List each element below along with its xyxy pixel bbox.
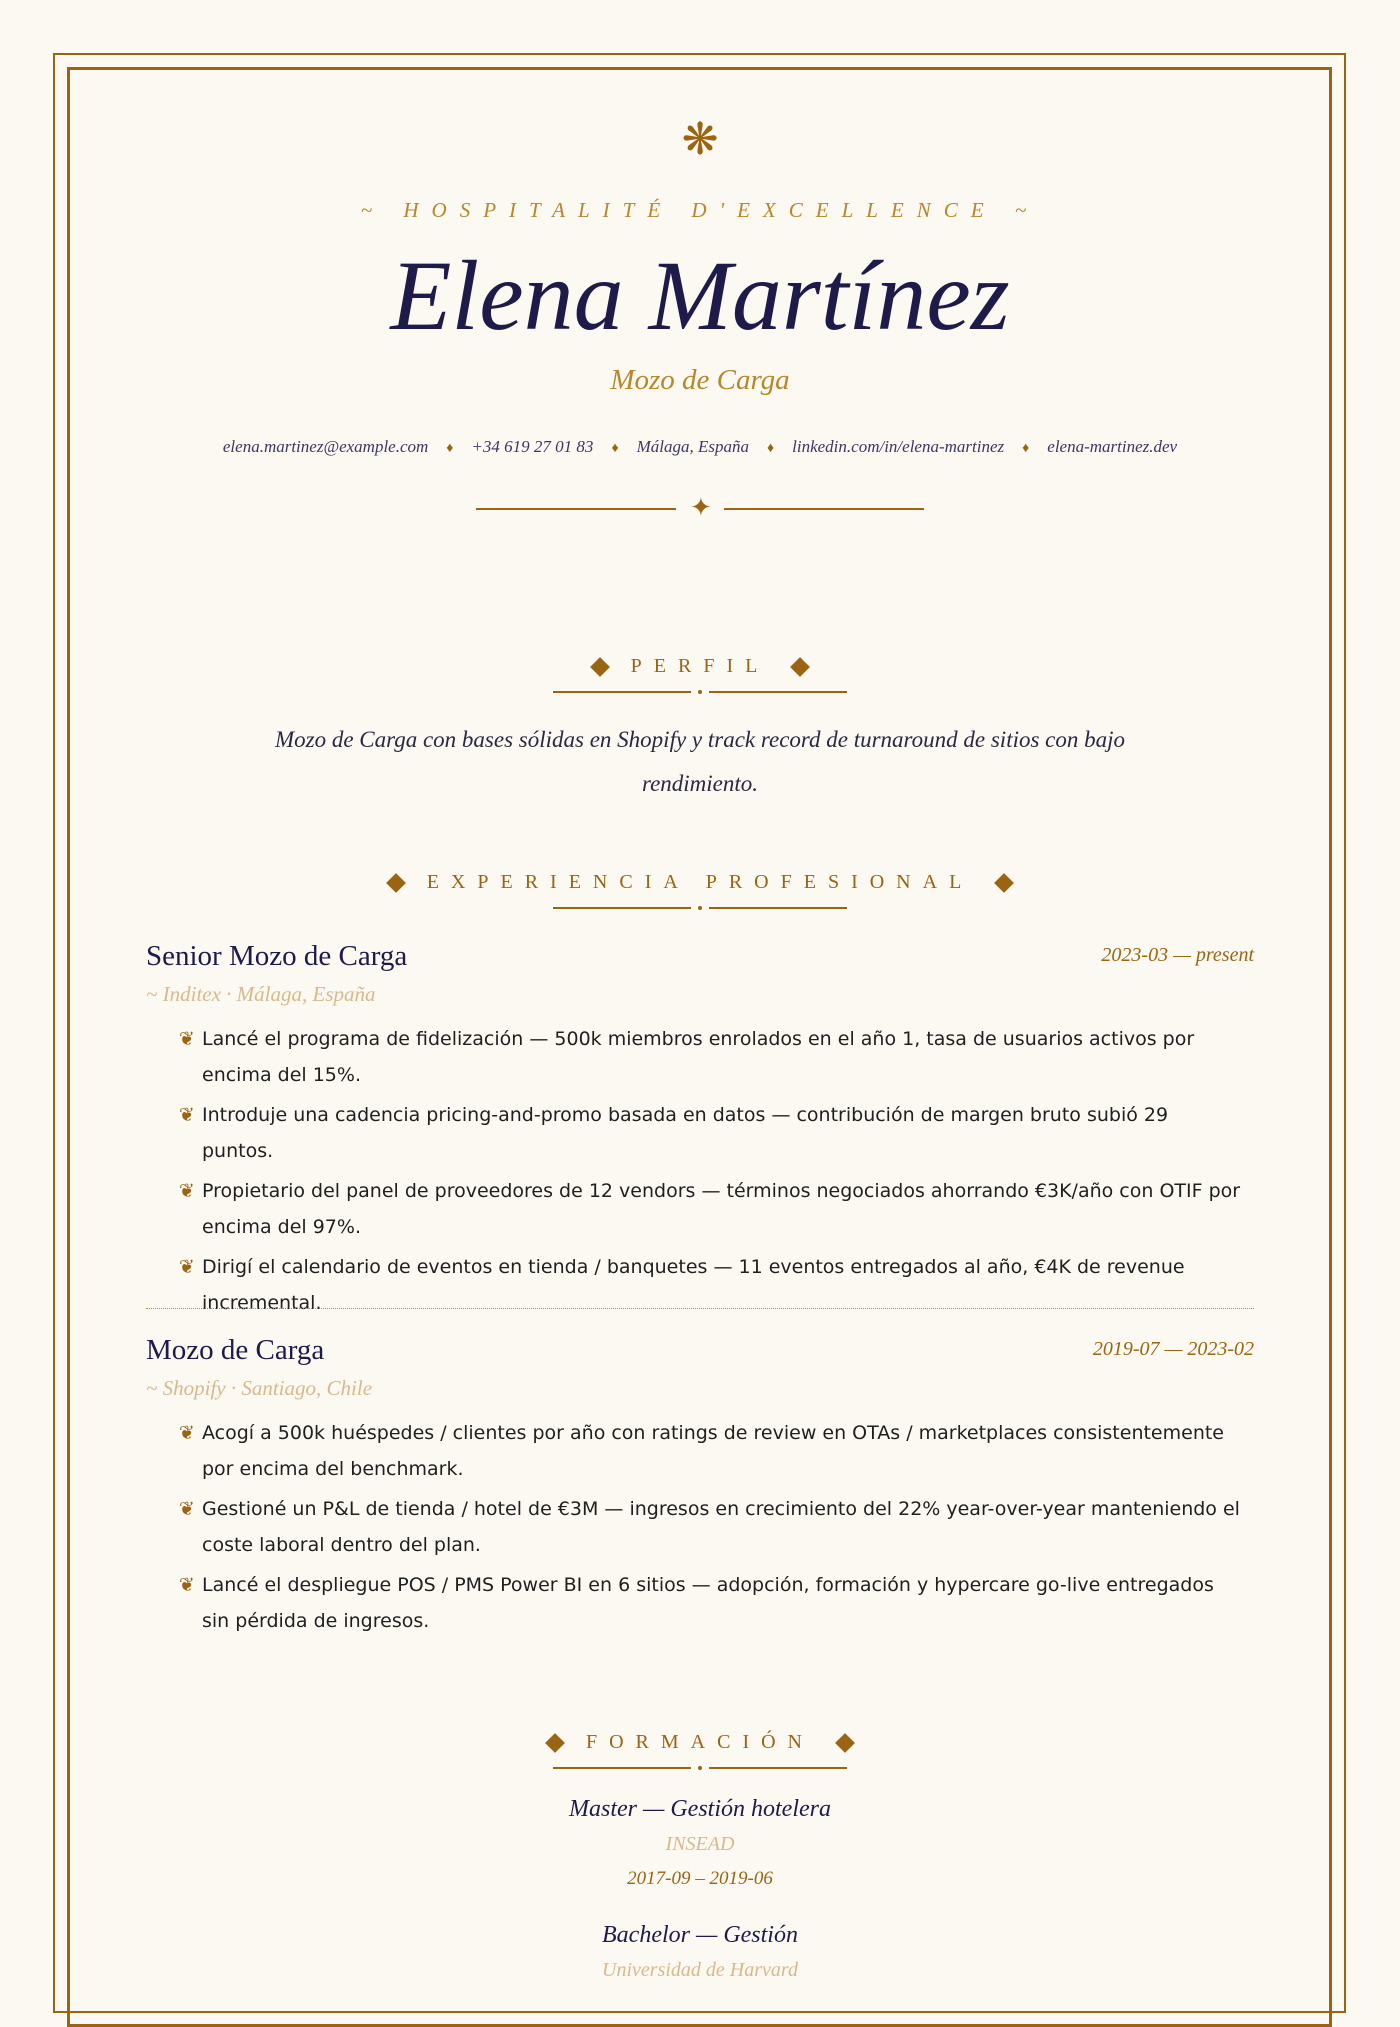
section-underline (553, 904, 847, 912)
leaf-bullet-icon: ❦ (179, 1422, 195, 1444)
education-institution: INSEAD (665, 1833, 735, 1855)
job-title: Mozo de Carga (146, 1334, 325, 1366)
job-dates: 2019-07 — 2023-02 (1092, 1338, 1254, 1360)
list-item: ❦ Acogí a 500k huéspedes / clientes por año con ratings de review en OTAs / marketplaces consistentemente por encima del benchmark. (146, 1415, 1254, 1487)
job-dates: 2023-03 — present (1101, 944, 1254, 966)
tagline: ~ HOSPITALITÉ D'EXCELLENCE ~ (360, 198, 1040, 222)
job-bullets (146, 1021, 1254, 1321)
education-entry (146, 1922, 1254, 1982)
profile-summary: Mozo de Carga con bases sólidas en Shopify y track record de turnaround de sitios con bajo rendimiento. (274, 727, 1126, 796)
section-header-experience (146, 871, 1254, 912)
contact-line (146, 437, 1254, 457)
diamond-separator-icon: ♦ (766, 441, 775, 456)
diamond-separator-icon: ♦ (1022, 441, 1030, 456)
diamond-icon (386, 873, 406, 893)
section-title: PERFIL (630, 655, 770, 677)
contact-phone[interactable]: +34 619 27 01 83 (471, 437, 594, 456)
diamond-icon (545, 1733, 565, 1753)
leaf-bullet-icon: ❦ (179, 1574, 195, 1596)
diamond-separator-icon: ♦ (446, 441, 454, 456)
section-underline (553, 688, 847, 696)
resume (146, 0, 1254, 1980)
job-entry (146, 938, 1254, 1325)
education-dates: 2017-09 – 2019-06 (627, 1868, 773, 1889)
contact-location: Málaga, España (636, 437, 749, 456)
section-header-education (146, 1731, 1254, 1772)
contact-website[interactable]: elena-martinez.dev (1047, 437, 1178, 456)
job-entry (146, 1332, 1254, 1643)
header-divider (146, 494, 1254, 524)
section-title: FORMACIÓN (585, 1731, 815, 1753)
candidate-name: Elena Martínez (390, 240, 1010, 351)
leaf-bullet-icon: ❦ (179, 1180, 195, 1202)
education-degree: Master — Gestión hotelera (569, 1796, 831, 1822)
section-underline (553, 1764, 847, 1772)
section-title: EXPERIENCIA PROFESIONAL (426, 871, 974, 893)
diamond-icon (835, 1733, 855, 1753)
divider-line-right (724, 508, 924, 510)
flower-ornament-icon: ❋ (681, 115, 719, 164)
leaf-bullet-icon: ❦ (179, 1256, 195, 1278)
education-entry (146, 1796, 1254, 1890)
education-degree: Bachelor — Gestión (602, 1922, 798, 1948)
star-ornament-icon: ✦ (690, 493, 712, 522)
list-item: ❦ Dirigí el calendario de eventos en tienda / banquetes — 11 eventos entregados al año, €4K de revenue incremental. (146, 1249, 1254, 1321)
job-bullets (146, 1415, 1254, 1639)
contact-linkedin[interactable]: linkedin.com/in/elena-martinez (792, 437, 1005, 456)
education-institution: Universidad de Harvard (602, 1959, 798, 1981)
list-item: ❦ Introduje una cadencia pricing-and-promo basada en datos — contribución de margen bruto subió 29 puntos. (146, 1097, 1254, 1169)
list-item: ❦ Gestioné un P&L de tienda / hotel de €3M — ingresos en crecimiento del 22% year-over-year manteniendo el coste laboral dentro del plan. (146, 1491, 1254, 1563)
job-title: Senior Mozo de Carga (146, 940, 408, 972)
diamond-icon (590, 657, 610, 677)
diamond-separator-icon: ♦ (611, 441, 619, 456)
list-item: ❦ Lancé el despliegue POS / PMS Power BI en 6 sitios — adopción, formación y hypercare go-live entregados sin pérdida de ingresos. (146, 1567, 1254, 1639)
list-item: ❦ Lancé el programa de fidelización — 500k miembros enrolados en el año 1, tasa de usuarios activos por encima del 15%. (146, 1021, 1254, 1093)
section-header-profile (146, 655, 1254, 696)
leaf-bullet-icon: ❦ (179, 1498, 195, 1520)
job-company: ~ Inditex · Málaga, España (146, 982, 376, 1006)
candidate-role: Mozo de Carga (610, 364, 790, 396)
job-divider (146, 1308, 1254, 1309)
leaf-bullet-icon: ❦ (179, 1104, 195, 1126)
contact-email[interactable]: elena.martinez@example.com (222, 437, 429, 456)
leaf-bullet-icon: ❦ (179, 1028, 195, 1050)
job-company: ~ Shopify · Santiago, Chile (146, 1376, 373, 1400)
diamond-icon (994, 873, 1014, 893)
divider-line-left (476, 508, 676, 510)
diamond-icon (790, 657, 810, 677)
list-item: ❦ Propietario del panel de proveedores de 12 vendors — términos negociados ahorrando €3K/año con OTIF por encima del 97%. (146, 1173, 1254, 1245)
